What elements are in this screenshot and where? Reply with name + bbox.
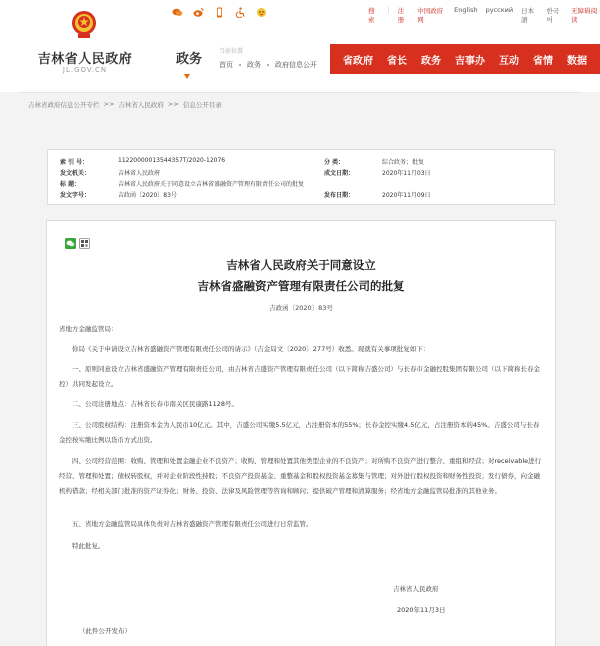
breadcrumb: [28, 100, 222, 109]
written-date-label: 成文日期：: [324, 170, 355, 177]
russian-link[interactable]: русский: [485, 6, 514, 14]
category-value: 综合政务；批复: [382, 159, 425, 166]
breadcrumb-catalog[interactable]: 信息公开目录: [182, 101, 222, 109]
nav-province-gov[interactable]: 省政府: [343, 55, 373, 67]
wechat-icon[interactable]: [172, 3, 183, 14]
addressee: 省地方金融监管局：: [59, 325, 118, 333]
separator: |: [387, 6, 390, 14]
document-meta: [47, 149, 555, 205]
korean-link[interactable]: 한국어: [546, 7, 559, 24]
index-value: 11220000013544357T/2020-12076: [118, 157, 226, 164]
title-value: 吉林省人民政府关于同意设立吉林省盛融资产管理有限责任公司的批复: [118, 181, 305, 188]
dot-separator-icon: [239, 64, 241, 66]
nav-governor[interactable]: 省长: [387, 55, 407, 67]
paragraph-4: 四、公司经营范围：收购、管理和处置金融企业不良资产；收购、管理和处置其他类型企业的不良资产；对所购不良资产进行整合、重组和经营；对receivable进行经营、管理和处置；债权转股权，并对企业阶段性持股；不良资产投资基金、重整基金和股权投资基金募集与管理；对外进行股权投资和财务性投资；发行债券，向金融机构借款；经相关部门批准的资产证券化；财务、投资、法律及风险管理等咨询和顾问；提供破产管理和清算服务；经省地方金融监管局批准的其他业务。: [59, 457, 542, 495]
issuer-value: 吉林省人民政府: [118, 170, 161, 177]
nav-province-info[interactable]: 省情: [533, 55, 553, 67]
public-note: （此件公开发布）: [79, 627, 131, 635]
location-gov[interactable]: 政务: [247, 61, 261, 69]
mascot-icon[interactable]: [256, 3, 267, 14]
breadcrumb-info-column[interactable]: 吉林省政府信息公开专栏: [28, 101, 100, 109]
written-date-value: 2020年11月03日: [382, 170, 431, 177]
paragraph-1: 一、原则同意设立吉林省盛融资产管理有限责任公司，由吉林省吉盛资产管理有限责任公司（以下简称吉盛公司）与长春市金融控股集团有限公司（以下简称长春金控）共同发起设立。: [59, 365, 540, 388]
dot-separator-icon: [267, 64, 269, 66]
sign-date: 2020年11月3日: [397, 606, 446, 614]
paragraph-3: 三、公司股权结构：注册资本金为人民币10亿元。其中，吉盛公司实缴5.5亿元，占注册资本的55%；长春金控实缴4.5亿元，占注册资本的45%。吉盛公司与长春金控按实缴比例以货币方式出资。: [59, 421, 540, 444]
accessibility-link[interactable]: 无障碍阅读: [571, 7, 598, 24]
index-label: 索 引 号：: [60, 159, 89, 166]
share-bar: [65, 234, 90, 245]
main-nav: [330, 44, 600, 74]
breadcrumb-sep: >>: [167, 100, 179, 108]
paragraph-5: 五、省地方金融监管局具体负责对吉林省盛融资产管理有限责任公司进行日常监管。: [72, 520, 313, 528]
publish-date-label: 发布日期：: [324, 192, 355, 199]
accessibility-icon[interactable]: [235, 3, 246, 14]
doc-number: 吉政函〔2020〕83号: [269, 304, 333, 312]
location-info[interactable]: 政府信息公开: [275, 61, 317, 69]
top-links: [368, 6, 600, 24]
wechat-share-icon[interactable]: [65, 234, 76, 245]
breadcrumb-sep: >>: [103, 100, 115, 108]
doc-title-line2: 吉林省盛融资产管理有限责任公司的批复: [197, 279, 405, 293]
section-title: 政务: [176, 52, 203, 67]
national-emblem-icon[interactable]: [70, 10, 98, 40]
publish-date-value: 2020年11月09日: [382, 192, 431, 199]
paragraph-2: 二、公司注册地点：吉林省长春市南关区民康路1128号。: [72, 400, 239, 408]
nav-interaction[interactable]: 互动: [499, 55, 519, 67]
english-link[interactable]: English: [454, 6, 478, 14]
site-domain: JL.GOV.CN: [62, 66, 108, 74]
doc-title-line1: 吉林省人民政府关于同意设立: [226, 258, 376, 272]
search-link[interactable]: 搜索: [368, 7, 375, 24]
doc-number-value: 吉政函〔2020〕83号: [118, 192, 177, 199]
category-label: 分 类：: [324, 159, 345, 166]
japanese-link[interactable]: 日本語: [521, 7, 535, 24]
nav-data[interactable]: 数据: [567, 55, 587, 67]
header-divider: [20, 92, 580, 93]
section-indicator-icon: [184, 74, 190, 79]
site-name[interactable]: 吉林省人民政府: [37, 52, 133, 67]
doc-number-label: 发文字号：: [60, 192, 91, 199]
qrcode-share-icon[interactable]: [79, 234, 90, 245]
current-location-label: 当前位置: [219, 48, 244, 55]
document-content: [46, 220, 556, 646]
register-link[interactable]: 注册: [397, 7, 405, 24]
mobile-icon[interactable]: [214, 3, 225, 14]
gov-site-link[interactable]: 中国政府网: [417, 7, 444, 24]
issuer-label: 发文机关：: [60, 170, 91, 177]
paragraph-0: 你局《关于申请设立吉林省盛融资产管理有限责任公司的请示》（吉金局文〔2020〕277号）收悉。现就有关事项批复如下：: [72, 345, 430, 353]
location-breadcrumb: [219, 60, 317, 70]
social-icons: [172, 3, 267, 14]
paragraph-6: 特此批复。: [72, 542, 105, 550]
nav-services[interactable]: 吉事办: [455, 55, 485, 67]
nav-gov-affairs[interactable]: 政务: [421, 55, 441, 67]
location-home[interactable]: 首页: [219, 61, 233, 69]
breadcrumb-province-gov[interactable]: 吉林省人民政府: [118, 101, 164, 109]
title-label: 标 题：: [60, 181, 81, 188]
signer: 吉林省人民政府: [393, 585, 439, 593]
weibo-icon[interactable]: [193, 3, 204, 14]
site-header: [0, 0, 600, 92]
